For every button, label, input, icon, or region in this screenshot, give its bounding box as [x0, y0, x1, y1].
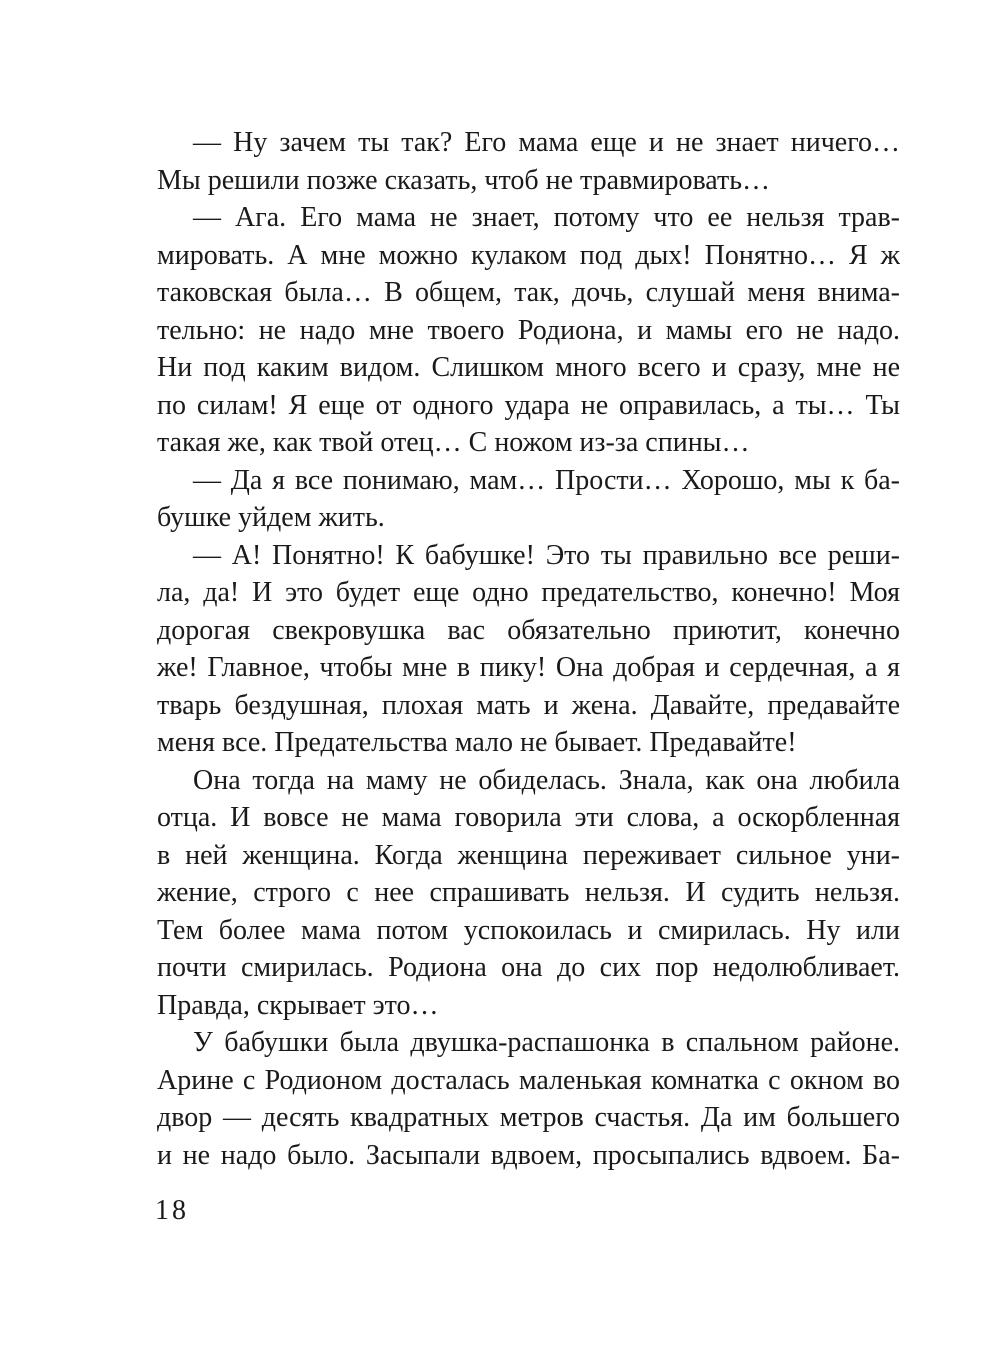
text-line: Ни под каким видом. Слишком много всего и сразу, мне не — [157, 352, 900, 383]
text-line: тварь бездушная, плохая мать и жена. Давайте, предавайте — [157, 689, 900, 721]
text-line: Мы решили позже сказать, чтоб не травмировать… — [157, 164, 771, 196]
text-line: ла, да! И это будет еще одно предательство, конечно! Моя — [157, 577, 900, 608]
text-line: тельно: не надо мне твоего Родиона, и мамы его не надо. — [157, 314, 900, 346]
text-line: таковская была… В общем, так, дочь, слушай меня внима- — [157, 277, 900, 308]
text-line: жение, строго с нее спрашивать нельзя. И судить нельзя. — [157, 877, 900, 908]
text-line: отца. И вовсе не мама говорила эти слова, а оскорбленная — [157, 802, 900, 833]
text-line: в ней женщина. Когда женщина переживает сильное уни- — [157, 839, 900, 871]
text-line: двор — десять квадратных метров счастья. Да им большего — [157, 1102, 900, 1133]
body-text — [157, 124, 900, 1174]
text-line: Она тогда на маму не обиделась. Знала, как она любила — [193, 764, 900, 796]
text-line: — А! Понятно! К бабушке! Это ты правильно все реши- — [193, 539, 900, 571]
text-line: — Ну зачем ты так? Его мама еще и не знает ничего… — [193, 127, 900, 158]
text-line: — Ага. Его мама не знает, потому что ее нельзя трав- — [193, 202, 900, 233]
text-line: меня все. Предательства мало не бывает. Предавайте! — [157, 727, 797, 758]
text-line: по силам! Я еще от одного удара не оправилась, а ты… Ты — [157, 389, 900, 421]
text-line: Правда, скрывает это… — [157, 989, 439, 1021]
text-line: и не надо было. Засыпали вдвоем, просыпались вдвоем. Ба- — [157, 1139, 900, 1171]
text-line: дорогая свекровушка вас обязательно приютит, конечно — [157, 614, 900, 646]
text-line: Арине с Родионом досталась маленькая комнатка с окном во — [157, 1064, 900, 1096]
text-line: мировать. А мне можно кулаком под дых! Понятно… Я ж — [157, 239, 900, 271]
text-line: У бабушки была двушка-распашонка в спальном районе. — [193, 1027, 900, 1058]
text-line: Тем более мама потом успокоилась и смирилась. Ну или — [157, 914, 900, 946]
text-line: бушке уйдем жить. — [157, 502, 385, 533]
text-line: — Да я все понимаю, мам… Прости… Хорошо, мы к ба- — [193, 464, 900, 496]
text-line: же! Главное, чтобы мне в пику! Она добрая и сердечная, а я — [157, 652, 900, 683]
text-line: почти смирилась. Родиона она до сих пор недолюбливает. — [157, 952, 900, 983]
page-number: 18 — [155, 1195, 189, 1226]
text-line: такая же, как твой отец… С ножом из-за спины… — [157, 427, 750, 458]
